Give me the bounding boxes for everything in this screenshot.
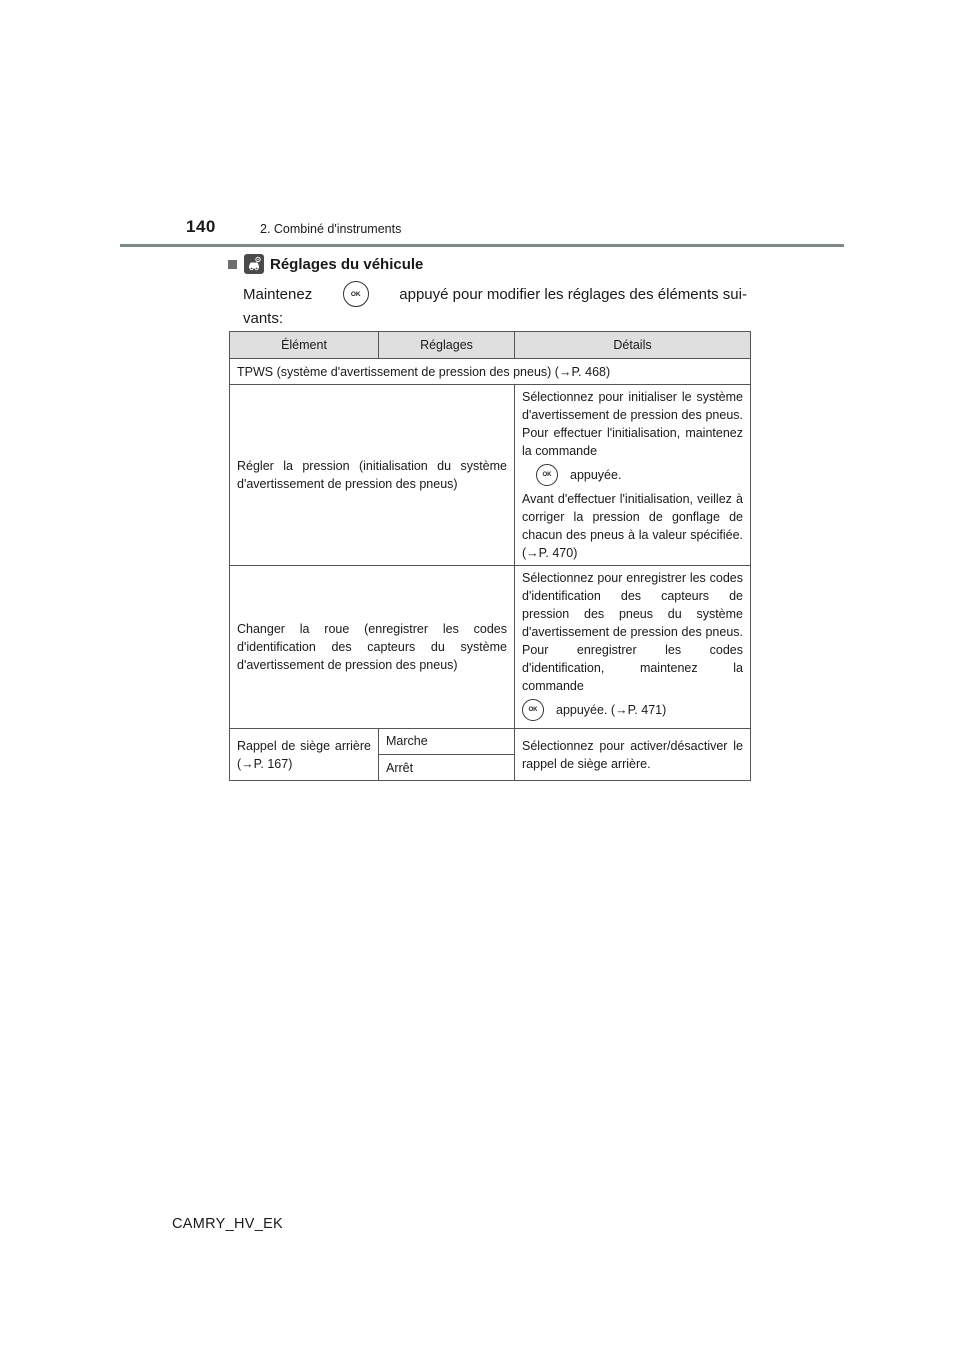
table-row-tpws [230,359,751,385]
row-element: Régler la pression (initialisation du système d'avertissement de pression des pneus) [230,385,515,566]
row-element: Rappel de siège arrière (→P. 167) [230,729,379,781]
ok-button-icon: OK [343,281,369,307]
row-details [515,385,751,566]
section-title: Réglages du véhicule [270,255,424,273]
header-details: Détails [515,332,751,359]
model-code: CAMRY_HV_EK [172,1216,284,1232]
chapter-title: 2. Combiné d'instruments [260,222,402,236]
intro-paragraph [243,281,747,330]
row-element: Changer la roue (enregistrer les codes d'identification des capteurs du système d'avertissement de pression des pneus) [230,566,515,729]
row-details: Sélectionnez pour activer/désactiver le rappel de siège arrière. [515,729,751,781]
details-text-before: Sélectionnez pour initialiser le système d'avertissement de pression des pneus. Pour effectuer l'initialisation, maintenez la commande [522,390,743,458]
square-bullet [228,260,237,269]
setting-off: Arrêt [379,755,515,781]
section-heading [228,254,423,274]
ok-button-icon: OK [522,699,544,721]
setting-on: Marche [379,729,515,755]
header-settings: Réglages [379,332,515,359]
header-element: Élément [230,332,379,359]
row-details [515,566,751,729]
table-row [230,385,751,566]
table-row [230,729,751,755]
details-text-after: Avant d'effectuer l'initialisation, veillez à corriger la pression de gonflage de chacun des pneus à la valeur spécifiée. (→P. 470) [522,492,743,560]
header-rule [120,244,844,247]
tpws-row-label: TPWS (système d'avertissement de pression des pneus) (→P. 468) [230,359,751,385]
vehicle-settings-icon [244,254,264,274]
table-header-row [230,332,751,359]
ok-button-icon: OK [536,464,558,486]
details-ok-suffix: appuyée. [570,468,622,482]
intro-text-line2: vants: [243,310,284,327]
page-number: 140 [186,217,216,236]
settings-table [229,331,751,781]
table-row [230,566,751,729]
intro-text-start: Maintenez [243,285,313,303]
intro-text-end: appuyé pour modifier les réglages des éléments sui- [399,285,747,303]
details-ok-suffix: appuyée. (→P. 471) [556,703,667,717]
details-text-before: Sélectionnez pour enregistrer les codes d'identification des capteurs de pression des pneus du système d'avertissement de pression des pneus. Pour enregistrer les codes d'identification, maintenez la commande [522,571,743,693]
